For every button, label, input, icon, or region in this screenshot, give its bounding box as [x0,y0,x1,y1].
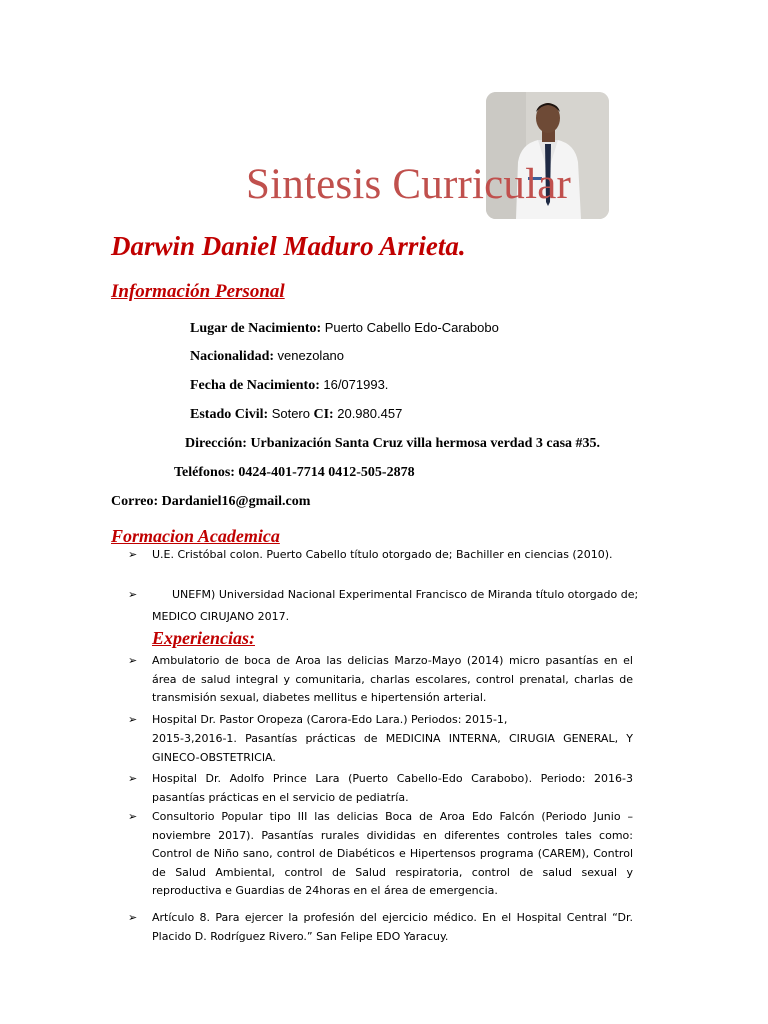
email-line: Correo: Dardaniel16@gmail.com [111,494,311,509]
arrow-bullet-icon: ➢ [128,654,138,667]
birthdate-value: 16/071993. [323,377,389,392]
address-line: Dirección: Urbanización Santa Cruz villa hermosa verdad 3 casa #35. [185,436,601,451]
ci-label: CI: [313,407,334,422]
arrow-bullet-icon: ➢ [128,548,138,561]
civil-status-label: Estado Civil: [190,407,269,422]
nationality-row [190,348,344,365]
list-item: ➢ Hospital Dr. Adolfo Prince Lara (Puerto Cabello-Edo Carabobo). Periodo: 2016-3 pasantías prácticas en el servicio de pediatría. [128,772,633,804]
list-item: ➢ UNEFM) Universidad Nacional Experimental Francisco de Miranda título otorgado de; [128,586,633,606]
arrow-bullet-icon: ➢ [128,810,138,823]
list-item: 2015-3,2016-1. Pasantías prácticas de MEDICINA INTERNA, CIRUGIA GENERAL, Y GINECO-OBSTETRICIA. [152,732,633,764]
birthplace-value: Puerto Cabello Edo-Carabobo [324,320,499,335]
list-item: ➢ Ambulatorio de boca de Aroa las delicias Marzo-Mayo (2014) micro pasantías en el área de salud integral y comunitaria, charlas escolares, control prenatal, charlas de transmisión sexual, diabetes mellitus e hipertensión arterial. [128,654,633,705]
list-item: ➢ U.E. Cristóbal colon. Puerto Cabello título otorgado de; Bachiller en ciencias (2010). [128,546,633,566]
ci-value: 20.980.457 [337,406,403,421]
list-item: MEDICO CIRUJANO 2017. [152,610,290,623]
personal-info-heading: Información Personal [111,281,285,302]
birthdate-row [190,377,388,394]
academic-heading: Formacion Academica [111,526,280,546]
list-item: ➢ Consultorio Popular tipo III las delicias Boca de Aroa Edo Falcón (Periodo Junio –noviembre 2017). Pasantías rurales divididas en diferentes controles tales como: Control de Niño sano, control de Diabéticos e Hipertensos programa (CAREM), Control de Salud Ambiental, control de Salud respiratoria, control de salud sexual y reproductiva e Guardias de 24horas en el área de emergencia. [128,810,633,898]
civil-status-value: Sotero [271,406,310,421]
experience-heading: Experiencias: [152,628,255,648]
birthplace-label: Lugar de Nacimiento: [190,321,322,336]
arrow-bullet-icon: ➢ [128,772,138,785]
nationality-value: venezolano [277,348,345,363]
birthplace-row [190,320,499,337]
civil-status-row [190,406,402,423]
phones-line: Teléfonos: 0424-401-7714 0412-505-2878 [174,465,415,480]
arrow-bullet-icon: ➢ [128,713,138,726]
arrow-bullet-icon: ➢ [128,588,138,601]
arrow-bullet-icon: ➢ [128,911,138,924]
nationality-label: Nacionalidad: [190,349,275,364]
candidate-name: Darwin Daniel Maduro Arrieta. [111,231,466,261]
page-title: Sintesis Curricular [246,161,572,208]
list-item: ➢ Artículo 8. Para ejercer la profesión del ejercicio médico. En el Hospital Central “Dr. Placido D. Rodríguez Rivero.” San Felipe EDO Yaracuy. [128,911,633,943]
list-item: ➢ Hospital Dr. Pastor Oropeza (Carora-Edo Lara.) Periodos: 2015-1, [128,711,633,731]
birthdate-label: Fecha de Nacimiento: [190,378,320,393]
